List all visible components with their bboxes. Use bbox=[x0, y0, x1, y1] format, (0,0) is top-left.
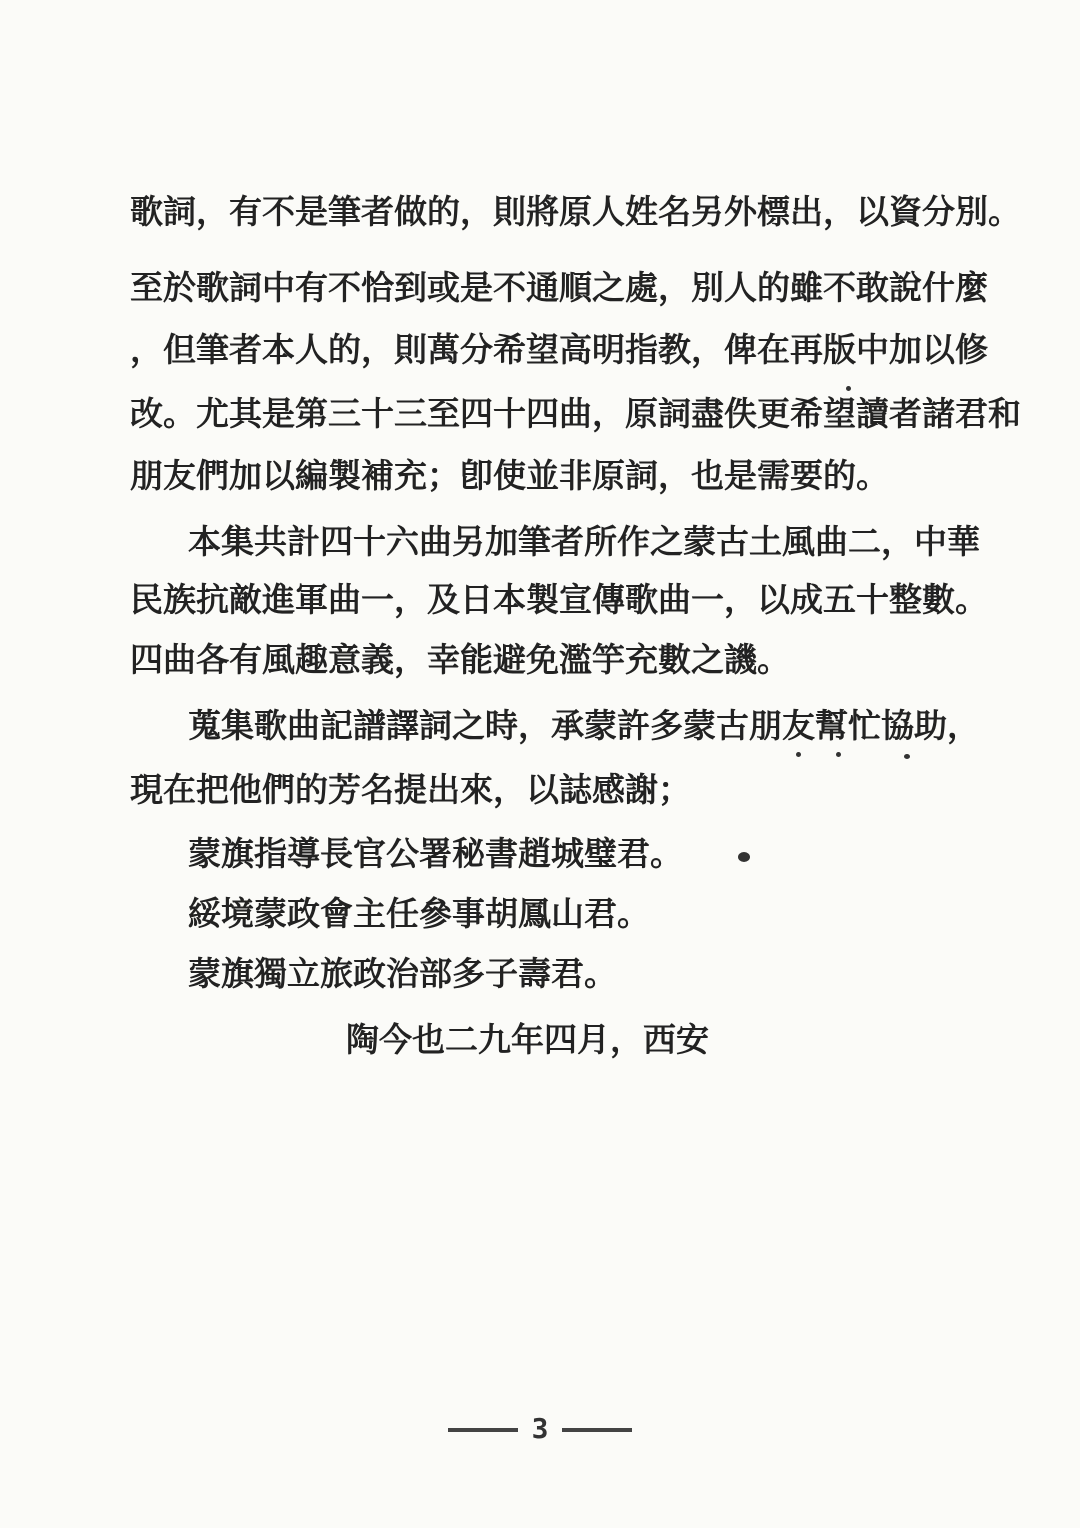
acknowledgement-line: 蒙旗獨立旅政治部多子壽君。 bbox=[188, 954, 617, 993]
ink-speck bbox=[904, 754, 910, 759]
text-line: 改。尤其是第三十三至四十四曲，原詞盡佚更希望讀者諸君和 bbox=[130, 394, 1021, 433]
acknowledgement-line: 蒙旗指導長官公署秘書趙城璧君。 bbox=[188, 834, 683, 873]
page-number-value: 3 bbox=[531, 1412, 549, 1445]
page-number bbox=[0, 1412, 1080, 1445]
acknowledgement-line: 綏境蒙政會主任參事胡鳳山君。 bbox=[188, 894, 650, 933]
text-line: 歌詞，有不是筆者做的，則將原人姓名另外標出，以資分別。 bbox=[130, 192, 1021, 231]
text-line: 至於歌詞中有不恰到或是不通順之處，別人的雖不敢說什麼 bbox=[130, 268, 988, 307]
left-dash bbox=[448, 1428, 518, 1432]
ink-speck bbox=[796, 752, 801, 757]
signature-line: 陶今也二九年四月，西安 bbox=[346, 1020, 709, 1059]
text-line: 蒐集歌曲記譜譯詞之時，承蒙許多蒙古朋友幫忙協助， bbox=[188, 706, 980, 745]
ink-speck bbox=[738, 852, 750, 862]
text-line: 本集共計四十六曲另加筆者所作之蒙古土風曲二，中華 bbox=[188, 522, 980, 561]
text-line: 現在把他們的芳名提出來，以誌感謝； bbox=[130, 770, 691, 809]
text-line: ，但筆者本人的，則萬分希望高明指教，俾在再版中加以修 bbox=[130, 330, 988, 369]
ink-speck bbox=[836, 752, 841, 757]
text-line: 民族抗敵進軍曲一，及日本製宣傳歌曲一，以成五十整數。 bbox=[130, 580, 988, 619]
text-line: 朋友們加以編製補充；卽使並非原詞，也是需要的。 bbox=[130, 456, 889, 495]
right-dash bbox=[562, 1428, 632, 1432]
ink-speck bbox=[846, 386, 851, 391]
text-line: 四曲各有風趣意義，幸能避免濫竽充數之譏。 bbox=[130, 640, 790, 679]
